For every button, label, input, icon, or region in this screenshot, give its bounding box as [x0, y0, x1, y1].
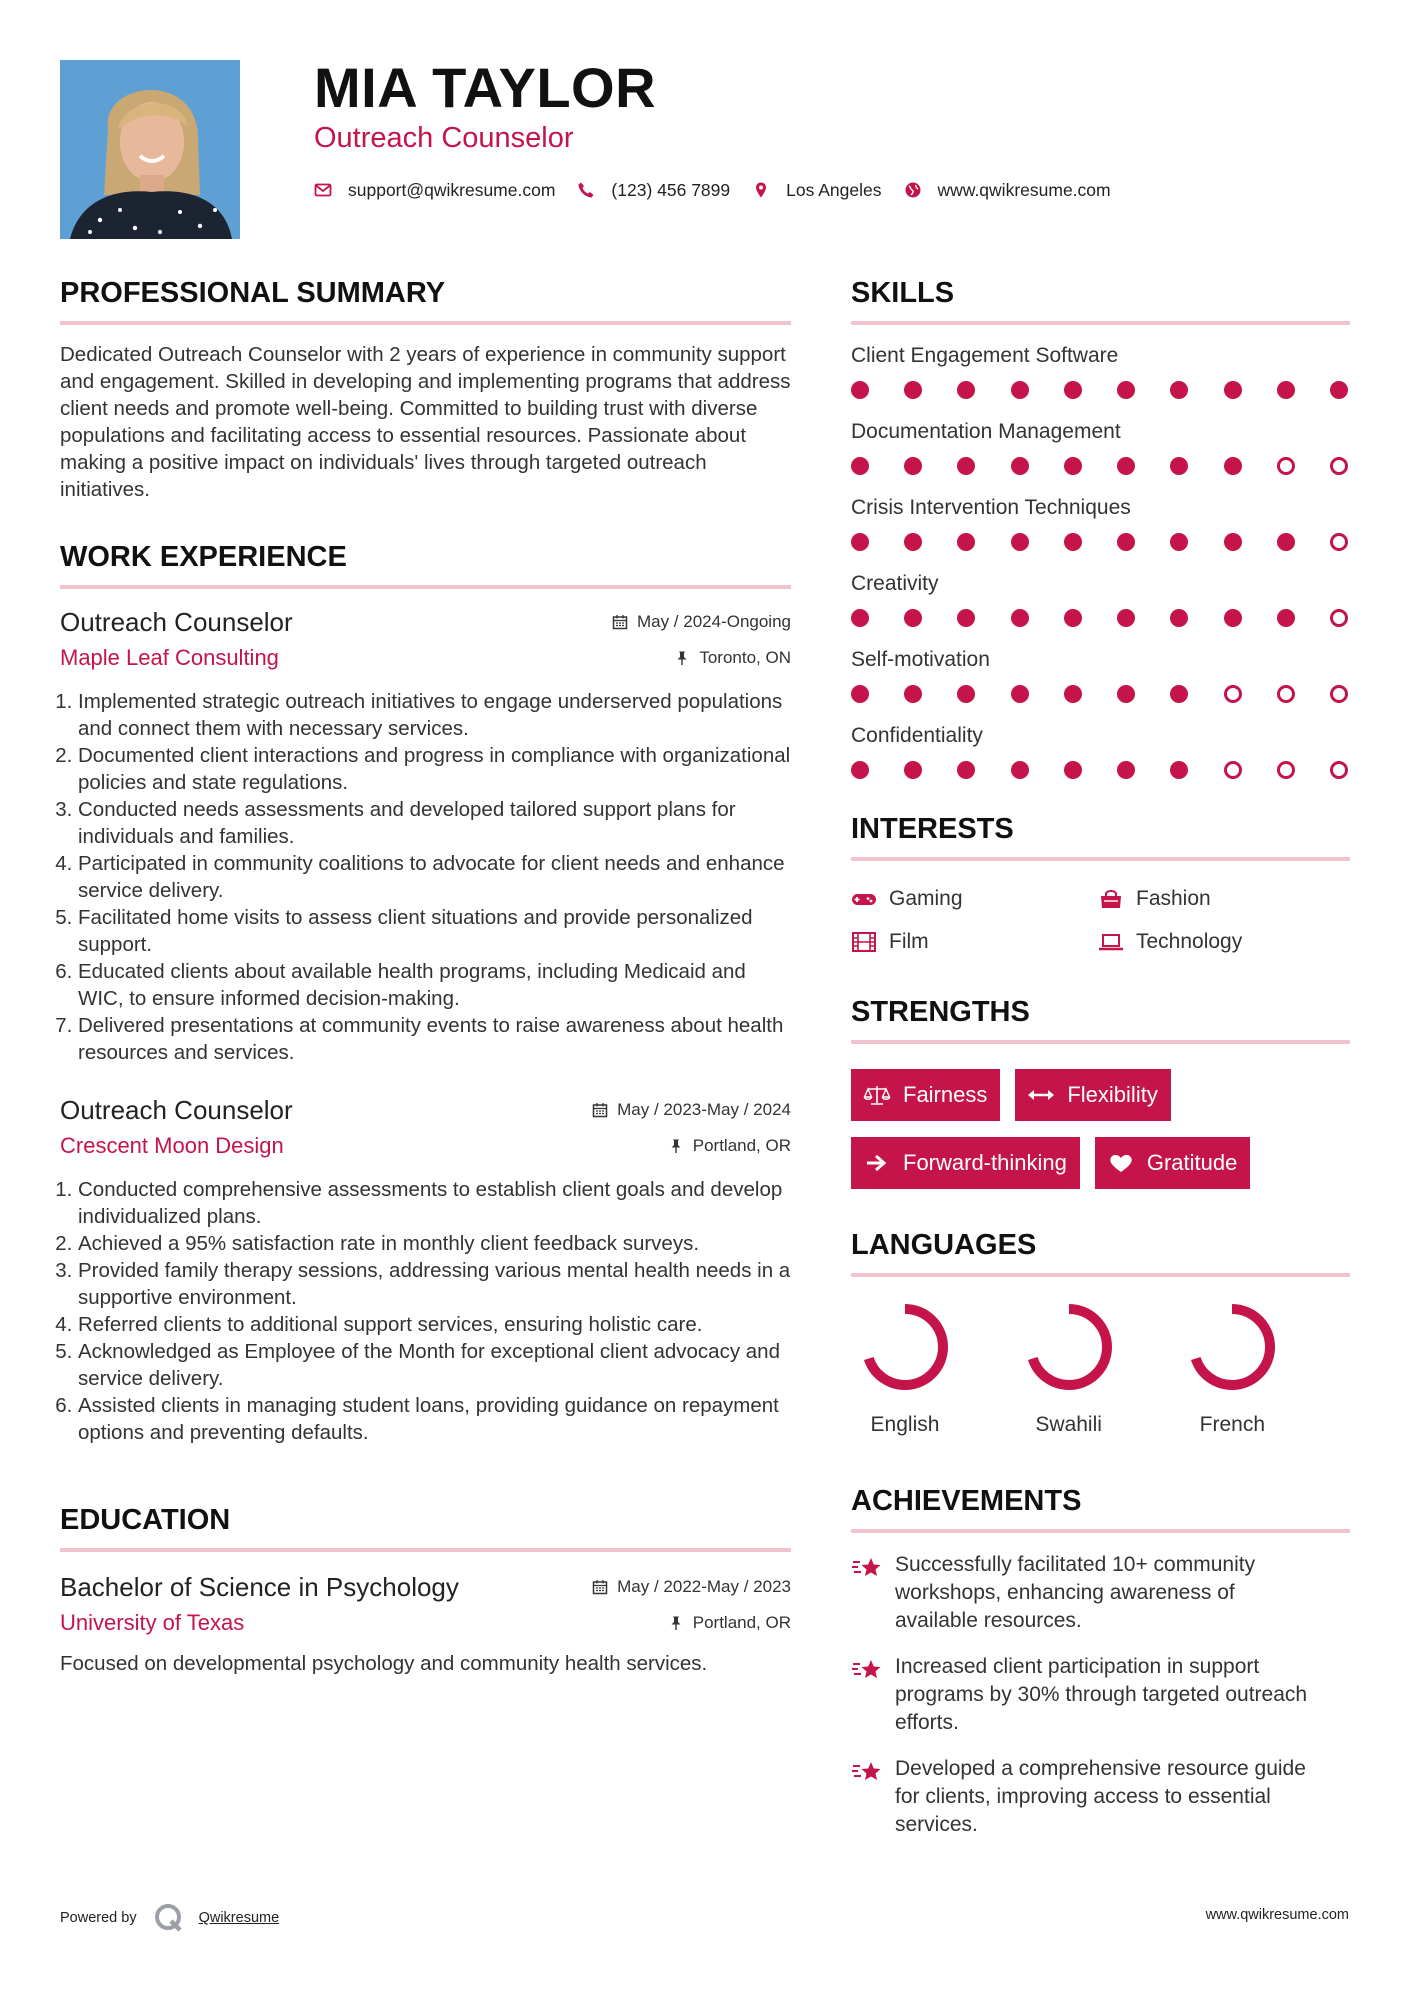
job-location-text: Toronto, ON: [699, 648, 791, 667]
shooting-star-icon: [851, 1757, 885, 1787]
footer-powered-by: [60, 1902, 279, 1934]
rating-dot-filled: [1277, 381, 1295, 399]
rating-dot-filled: [1117, 685, 1135, 703]
section-divider: [60, 1548, 791, 1552]
contact-email[interactable]: [314, 180, 555, 201]
rating-dot-filled: [957, 381, 975, 399]
job-dates: [612, 612, 791, 632]
contact-phone[interactable]: [577, 180, 730, 201]
rating-dot-filled: [1224, 609, 1242, 627]
languages-title: LANGUAGES: [851, 1229, 1037, 1261]
contact-bar: [314, 178, 1133, 202]
contact-location: [752, 180, 881, 201]
skill-item: [851, 497, 1350, 551]
rating-dot-filled: [1117, 381, 1135, 399]
profile-photo: [60, 60, 240, 239]
summary-text: Dedicated Outreach Counselor with 2 years of experience in community support and engagement. Skilled in developing and implementing programs that address client needs and promote well-being. Committed to building trust with diverse populations and facilitating access to essential resources. Passionate about making a positive impact on individuals' lives through targeted outreach initiatives.: [60, 343, 791, 501]
achievement-text: Successfully facilitated 10+ community workshops, enhancing awareness of available resources.: [895, 1553, 1256, 1632]
strengths-title: STRENGTHS: [851, 996, 1030, 1028]
rating-dot-empty: [1277, 685, 1295, 703]
rating-dot-filled: [1011, 609, 1029, 627]
avatar: [60, 60, 240, 239]
interest-item: [1098, 930, 1348, 954]
summary-section: [60, 275, 791, 503]
list-item: 3. Conducted needs assessments and developed tailored support plans for individuals and families.: [78, 796, 791, 850]
rating-dot-filled: [1117, 533, 1135, 551]
skills-list: [851, 345, 1350, 779]
rating-dot-filled: [1064, 457, 1082, 475]
rating-dot-filled: [1170, 457, 1188, 475]
shooting-star-icon: [851, 1655, 885, 1685]
rating-dot-filled: [1064, 685, 1082, 703]
skill-rating: [851, 457, 1350, 475]
candidate-name: MIA TAYLOR: [314, 56, 657, 119]
job-title: Outreach Counselor: [60, 1095, 293, 1125]
strengths-list: [851, 1069, 1291, 1189]
skill-name: Crisis Intervention Techniques: [851, 496, 1131, 519]
rating-dot-filled: [1170, 381, 1188, 399]
experience-title: WORK EXPERIENCE: [60, 541, 347, 573]
list-item: 7. Delivered presentations at community events to raise awareness about health resources and services.: [78, 1012, 791, 1066]
shooting-star-icon: [851, 1553, 885, 1583]
strength-tag: [1015, 1069, 1170, 1121]
rating-dot-filled: [851, 609, 869, 627]
interests-section: [851, 811, 1350, 954]
skill-rating: [851, 533, 1350, 551]
rating-dot-filled: [1011, 685, 1029, 703]
rating-dot-empty: [1224, 761, 1242, 779]
language-level-arc: [867, 1309, 943, 1385]
rating-dot-empty: [1330, 685, 1348, 703]
rating-dot-filled: [1011, 457, 1029, 475]
skill-name: Confidentiality: [851, 724, 983, 747]
rating-dot-filled: [904, 685, 922, 703]
phone-text: (123) 456 7899: [611, 179, 731, 200]
job-entry: [60, 609, 791, 1066]
interest-item: [1098, 887, 1348, 911]
section-divider: [851, 1529, 1350, 1533]
map-pin-icon: [752, 181, 770, 199]
brand-link[interactable]: Qwikresume: [198, 1910, 280, 1926]
job-entry: [60, 1097, 791, 1446]
rating-dot-empty: [1330, 457, 1348, 475]
rating-dot-empty: [1330, 761, 1348, 779]
skill-name: Documentation Management: [851, 420, 1121, 443]
skill-item: [851, 725, 1350, 779]
language-label: French: [1199, 1413, 1266, 1436]
strength-label: Forward-thinking: [903, 1150, 1067, 1175]
interests-list: [851, 887, 1350, 954]
education-location-text: Portland, OR: [692, 1613, 791, 1632]
section-divider: [851, 321, 1350, 325]
degree-title: Bachelor of Science in Psychology: [60, 1572, 459, 1602]
rating-dot-filled: [1011, 381, 1029, 399]
rating-dot-filled: [957, 609, 975, 627]
education-entry: [60, 1574, 791, 1677]
section-divider: [851, 1273, 1350, 1277]
job-location: [674, 648, 791, 668]
rating-dot-empty: [1277, 761, 1295, 779]
rating-dot-filled: [1170, 685, 1188, 703]
achievements-section: [851, 1483, 1350, 1839]
list-item: 6. Educated clients about available health programs, including Medicaid and WIC, to ensure informed decision-making.: [78, 958, 791, 1012]
rating-dot-filled: [1330, 381, 1348, 399]
laptop-icon: [1098, 931, 1124, 953]
skill-rating: [851, 609, 1350, 627]
skill-item: [851, 573, 1350, 627]
language-item: [1023, 1301, 1187, 1437]
rating-dot-filled: [1064, 761, 1082, 779]
location-text: Los Angeles: [786, 179, 882, 200]
achievement-text: Developed a comprehensive resource guide for clients, improving access to essential services.: [895, 1757, 1306, 1836]
skill-item: [851, 345, 1350, 399]
job-responsibilities: [60, 688, 791, 1066]
job-location-text: Portland, OR: [692, 1136, 791, 1155]
language-label: Swahili: [1035, 1413, 1102, 1436]
language-item: [1186, 1301, 1350, 1437]
rating-dot-filled: [1224, 533, 1242, 551]
rating-dot-filled: [904, 457, 922, 475]
calendar-icon: [612, 614, 628, 630]
rating-dot-filled: [1064, 609, 1082, 627]
list-item: 1. Conducted comprehensive assessments to establish client goals and develop individualized plans.: [78, 1176, 791, 1230]
section-divider: [851, 1040, 1350, 1044]
left-column: [60, 275, 791, 1677]
rating-dot-filled: [851, 457, 869, 475]
job-dates-text: May / 2023-May / 2024: [617, 1100, 791, 1119]
section-divider: [60, 321, 791, 325]
globe-icon: [904, 181, 922, 199]
language-item: [859, 1301, 1023, 1437]
rating-dot-filled: [1277, 609, 1295, 627]
qwikresume-logo-icon: [153, 1902, 185, 1934]
list-item: 2. Documented client interactions and progress in compliance with organizational policies and state regulations.: [78, 742, 791, 796]
heart-icon: [1107, 1152, 1135, 1174]
education-section: [60, 1502, 791, 1677]
strength-label: Fairness: [903, 1082, 988, 1107]
skills-section: [851, 275, 1350, 779]
list-item: 5. Facilitated home visits to assess client situations and provide personalized support.: [78, 904, 791, 958]
list-item: 6. Assisted clients in managing student loans, providing guidance on repayment options and preventing defaults.: [78, 1392, 791, 1446]
list-item: 2. Achieved a 95% satisfaction rate in monthly client feedback surveys.: [78, 1230, 791, 1257]
interest-label: Fashion: [1136, 887, 1211, 910]
rating-dot-empty: [1277, 457, 1295, 475]
rating-dot-filled: [957, 685, 975, 703]
contact-website[interactable]: [904, 180, 1111, 201]
education-title: EDUCATION: [60, 1504, 231, 1536]
rating-dot-filled: [1011, 761, 1029, 779]
rating-dot-filled: [1224, 457, 1242, 475]
rating-dot-filled: [957, 533, 975, 551]
rating-dot-filled: [851, 533, 869, 551]
job-title: Outreach Counselor: [60, 607, 293, 637]
rating-dot-filled: [1064, 381, 1082, 399]
pin-icon: [668, 1615, 684, 1631]
strength-label: Flexibility: [1067, 1082, 1158, 1107]
powered-by-text: Powered by: [60, 1910, 137, 1926]
skill-item: [851, 649, 1350, 703]
candidate-role: Outreach Counselor: [314, 122, 574, 154]
education-description: Focused on developmental psychology and community health services.: [60, 1652, 708, 1675]
language-label: English: [870, 1413, 940, 1436]
language-level-arc: [1031, 1309, 1107, 1385]
rating-dot-filled: [851, 685, 869, 703]
language-level-arc: [1194, 1309, 1270, 1385]
rating-dot-empty: [1224, 685, 1242, 703]
balance-scale-icon: [863, 1084, 891, 1106]
summary-title: PROFESSIONAL SUMMARY: [60, 277, 446, 309]
skill-rating: [851, 381, 1350, 399]
rating-dot-filled: [1117, 457, 1135, 475]
rating-dot-filled: [904, 609, 922, 627]
job-dates-text: May / 2024-Ongoing: [636, 612, 791, 631]
education-dates-text: May / 2022-May / 2023: [617, 1577, 791, 1596]
rating-dot-filled: [904, 533, 922, 551]
rating-dot-filled: [851, 761, 869, 779]
job-company: Maple Leaf Consulting: [60, 645, 279, 670]
rating-dot-filled: [1011, 533, 1029, 551]
interests-title: INTERESTS: [851, 813, 1014, 845]
calendar-icon: [592, 1579, 608, 1595]
pin-icon: [668, 1138, 684, 1154]
rating-dot-empty: [1330, 533, 1348, 551]
website-text: www.qwikresume.com: [937, 179, 1111, 200]
list-item: 4. Participated in community coalitions to advocate for client needs and enhance service delivery.: [78, 850, 791, 904]
list-item: 3. Provided family therapy sessions, addressing various mental health needs in a supportive environment.: [78, 1257, 791, 1311]
job-company: Crescent Moon Design: [60, 1133, 284, 1158]
list-item: 4. Referred clients to additional support services, ensuring holistic care.: [78, 1311, 791, 1338]
strength-tag: [851, 1069, 1000, 1121]
rating-dot-filled: [1117, 609, 1135, 627]
phone-icon: [577, 181, 595, 199]
interest-label: Film: [889, 930, 929, 953]
interest-label: Gaming: [889, 887, 963, 910]
job-dates: [592, 1100, 791, 1120]
rating-dot-filled: [904, 761, 922, 779]
skill-name: Self-motivation: [851, 648, 990, 671]
language-progress-ring: [859, 1301, 951, 1393]
job-responsibilities: [60, 1176, 791, 1446]
right-column: [851, 275, 1350, 1839]
language-progress-ring: [1023, 1301, 1115, 1393]
calendar-icon: [592, 1102, 608, 1118]
shopping-bag-icon: [1098, 888, 1124, 910]
skill-rating: [851, 685, 1350, 703]
skill-rating: [851, 761, 1350, 779]
language-progress-ring: [1186, 1301, 1278, 1393]
strength-label: Gratitude: [1146, 1150, 1238, 1175]
education-dates: [592, 1577, 791, 1597]
rating-dot-filled: [1117, 761, 1135, 779]
achievement-item: [851, 1653, 1350, 1737]
achievements-title: ACHIEVEMENTS: [851, 1485, 1082, 1517]
list-item: 1. Implemented strategic outreach initiatives to engage underserved populations and connect them with necessary services.: [78, 688, 791, 742]
arrows-horizontal-icon: [1027, 1084, 1055, 1106]
achievement-item: [851, 1551, 1350, 1635]
strength-tag: [1095, 1137, 1251, 1189]
rating-dot-filled: [851, 381, 869, 399]
gamepad-icon: [851, 888, 877, 910]
rating-dot-filled: [1064, 533, 1082, 551]
rating-dot-empty: [1330, 609, 1348, 627]
strength-tag: [851, 1137, 1080, 1189]
envelope-icon: [314, 181, 332, 199]
school-name: University of Texas: [60, 1610, 245, 1635]
education-location: [668, 1613, 791, 1633]
skill-item: [851, 421, 1350, 475]
interest-label: Technology: [1136, 930, 1243, 953]
achievement-item: [851, 1755, 1350, 1839]
interest-item: [851, 887, 1098, 911]
rating-dot-filled: [1277, 533, 1295, 551]
arrow-right-icon: [863, 1152, 891, 1174]
section-divider: [60, 585, 791, 589]
interest-item: [851, 930, 1098, 954]
job-location: [668, 1136, 791, 1156]
skills-title: SKILLS: [851, 277, 955, 309]
experience-section: [60, 539, 791, 1446]
languages-list: [851, 1301, 1350, 1437]
skill-name: Client Engagement Software: [851, 344, 1119, 367]
languages-section: [851, 1227, 1350, 1437]
rating-dot-filled: [957, 761, 975, 779]
achievement-text: Increased client participation in support programs by 30% through targeted outreach efforts.: [895, 1655, 1308, 1734]
pin-icon: [674, 650, 690, 666]
email-text: support@qwikresume.com: [348, 179, 556, 200]
strengths-section: [851, 994, 1350, 1189]
list-item: 5. Acknowledged as Employee of the Month for exceptional client advocacy and service delivery.: [78, 1338, 791, 1392]
skill-name: Creativity: [851, 572, 939, 595]
rating-dot-filled: [1170, 609, 1188, 627]
section-divider: [851, 857, 1350, 861]
film-icon: [851, 931, 877, 953]
rating-dot-filled: [1224, 381, 1242, 399]
footer-website[interactable]: www.qwikresume.com: [1205, 1907, 1349, 1923]
rating-dot-filled: [904, 381, 922, 399]
rating-dot-filled: [1170, 533, 1188, 551]
rating-dot-filled: [1170, 761, 1188, 779]
rating-dot-filled: [957, 457, 975, 475]
